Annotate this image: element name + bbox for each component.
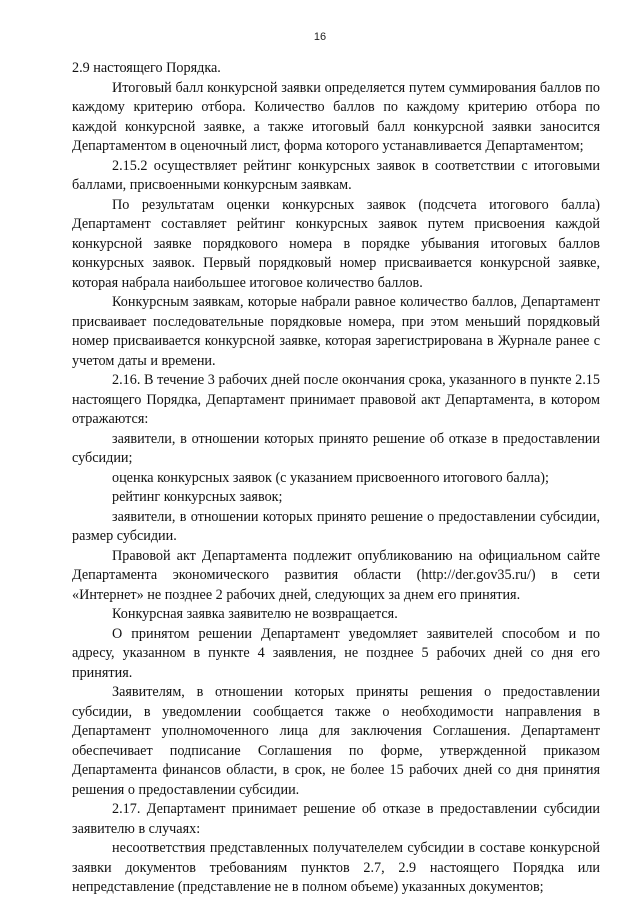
- paragraph: 2.15.2 осуществляет рейтинг конкурсных заявок в соответствии с итоговыми баллами, присвоенными конкурсным заявкам.: [72, 157, 600, 193]
- paragraph: оценка конкурсных заявок (с указанием присвоенного итогового балла);: [112, 469, 549, 486]
- paragraph: рейтинг конкурсных заявок;: [112, 489, 283, 505]
- paragraph: 2.17. Департамент принимает решение об отказе в предоставлении субсидии заявителю в случаях:: [72, 801, 600, 837]
- paragraph: 2.9 настоящего Порядка.: [72, 60, 221, 76]
- paragraph: Конкурсная заявка заявителю не возвращается.: [112, 606, 398, 622]
- paragraph: Правовой акт Департамента подлежит опубликованию на официальном сайте Департамента экономического развития области (http://der.gov35.ru/) в сети «Интернет» не позднее 2 рабочих дней, следующих за днем его принятия.: [72, 547, 600, 603]
- paragraph: Заявителям, в отношении которых приняты решения о предоставлении субсидии, в уведомлении сообщается также о необходимости направления в Департамент уполномоченного лица для заключения Соглашения. Департамент обеспечивает подписание Соглашения по форме, утвержденной приказом Департамента финансов области, в срок, не более 15 рабочих дней со дня принятия решения о предоставлении субсидии.: [72, 684, 600, 798]
- paragraph: 2.16. В течение 3 рабочих дней после окончания срока, указанного в пункте 2.15 настоящего Порядка, Департамент принимает правовой акт Департамента, в котором отражаются:: [72, 372, 600, 427]
- paragraph: О принятом решении Департамент уведомляет заявителей способом и по адресу, указанном в пункте 4 заявления, не позднее 5 рабочих дней со дня его принятия.: [72, 625, 600, 681]
- paragraph: заявители, в отношении которых принято решение о предоставлении субсидии, размер субсидии.: [72, 508, 600, 544]
- paragraph: несоответствия представленных получателелем субсидии в составе конкурсной заявки документов требованиям пунктов 2.7, 2.9 настоящего Порядка или непредставление (представление не в полном объеме) указанных документов;: [72, 840, 600, 895]
- paragraph: Конкурсным заявкам, которые набрали равное количество баллов, Департамент присваивает последовательные порядковые номера, при этом меньший порядковый номер присваивается конкурсной заявке, которая зарегистрирована в Журнале ранее с учетом даты и времени.: [72, 294, 600, 369]
- paragraph: Итоговый балл конкурсной заявки определяется путем суммирования баллов по каждому критерию отбора. Количество баллов по каждому критерию отбора по каждой конкурсной заявке, а также итоговый балл конкурсной заявки заносится Департаментом в оценочный лист, форма которого устанавливается Департаментом;: [72, 79, 600, 154]
- page-number: 16: [313, 31, 327, 43]
- paragraph: заявители, в отношении которых принято решение об отказе в предоставлении субсидии;: [72, 430, 600, 466]
- paragraph: По результатам оценки конкурсных заявок (подсчета итогового балла) Департамент составляет рейтинг конкурсных заявок путем присвоения каждой конкурсной заявке порядкового номера в порядке убывания итоговых баллов конкурсных заявок. Первый порядковый номер присваивается конкурсной заявке, которая набрала наибольшее итоговое количество баллов.: [72, 196, 600, 291]
- document-body: [72, 59, 600, 898]
